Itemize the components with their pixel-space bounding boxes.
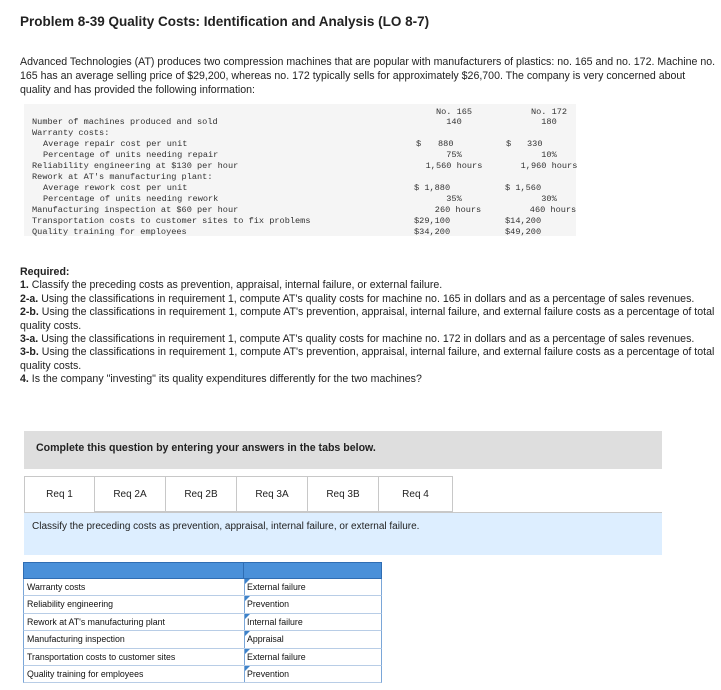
classification-select[interactable] <box>245 649 381 665</box>
data-label: Warranty costs: <box>32 128 110 138</box>
data-label: Reliability engineering at $130 per hour <box>32 161 239 171</box>
tab-req-2a[interactable]: Req 2A <box>95 476 166 512</box>
answer-item: Rework at AT's manufacturing plant <box>24 614 245 630</box>
instruction-text: Classify the preceding costs as prevention, appraisal, internal failure, or external failure. <box>32 521 420 532</box>
instruction-panel <box>24 512 662 555</box>
data-value-172: $14,200 <box>505 216 542 226</box>
dropdown-marker-icon <box>245 596 250 601</box>
data-label: Average rework cost per unit <box>43 183 188 193</box>
required-heading: Required: <box>20 266 70 278</box>
answer-row <box>23 631 382 648</box>
required-item <box>20 333 718 346</box>
data-label: Average repair cost per unit <box>43 139 188 149</box>
answer-row <box>23 649 382 666</box>
data-value-165: 260 hours <box>434 205 482 215</box>
data-label: Rework at AT's manufacturing plant: <box>32 172 213 182</box>
classification-select[interactable] <box>245 596 381 612</box>
answer-item: Warranty costs <box>24 579 245 595</box>
problem-title: Problem 8-39 Quality Costs: Identification and Analysis (LO 8-7) <box>20 14 430 29</box>
data-value-172: $ 1,560 <box>505 183 542 193</box>
tab-req-4[interactable]: Req 4 <box>379 476 453 512</box>
data-label: Percentage of units needing repair <box>43 150 219 160</box>
data-value-172: 1,960 hours <box>520 161 578 171</box>
answer-item: Reliability engineering <box>24 596 245 612</box>
classification-value: Appraisal <box>247 634 284 645</box>
data-value-165: 880 <box>438 139 454 149</box>
data-table <box>24 104 576 236</box>
data-value-172: $49,200 <box>505 227 542 237</box>
dropdown-marker-icon <box>245 614 250 619</box>
required-num: 3-b. <box>20 346 39 359</box>
required-num: 4. <box>20 373 29 386</box>
dropdown-marker-icon <box>245 631 250 636</box>
data-label: Transportation costs to customer sites to fix problems <box>32 216 311 226</box>
classification-select[interactable] <box>245 579 381 595</box>
required-num: 1. <box>20 279 29 292</box>
required-text: Using the classifications in requirement 1, compute AT's prevention, appraisal, internal failure, and external failure costs as a percentage of total quality costs. <box>20 346 715 372</box>
answer-item: Transportation costs to customer sites <box>24 649 245 665</box>
dropdown-marker-icon <box>245 649 250 654</box>
required-num: 2-a. <box>20 292 39 305</box>
data-value-172: 460 hours <box>529 205 577 215</box>
data-label: Manufacturing inspection at $60 per hour <box>32 205 239 215</box>
data-value-172: 10% <box>541 150 557 160</box>
data-dollar-172: $ <box>506 139 512 149</box>
data-value-172: 180 <box>541 117 557 127</box>
data-value-165: $34,200 <box>414 227 451 237</box>
required-text: Classify the preceding costs as prevention, appraisal, internal failure, or external failure. <box>28 279 443 292</box>
header-165: No. 165 <box>435 107 473 117</box>
complete-prompt: Complete this question by entering your answers in the tabs below. <box>36 442 376 454</box>
answer-row <box>23 579 382 596</box>
answer-item: Manufacturing inspection <box>24 631 245 647</box>
required-num: 2-b. <box>20 306 39 319</box>
data-value-165: 1,560 hours <box>425 161 483 171</box>
required-section <box>20 266 718 387</box>
complete-prompt-box <box>24 431 662 469</box>
data-label: Quality training for employees <box>32 227 187 237</box>
data-dollar-165: $ <box>416 139 422 149</box>
classification-value: Internal failure <box>247 616 303 627</box>
answer-header-classification <box>244 562 382 579</box>
answer-table <box>23 562 382 683</box>
data-label: Percentage of units needing rework <box>43 194 219 204</box>
classification-value: Prevention <box>247 668 290 679</box>
classification-select[interactable] <box>245 666 381 682</box>
dropdown-marker-icon <box>245 666 250 671</box>
classification-value: External failure <box>247 651 306 662</box>
data-value-172: 330 <box>527 139 543 149</box>
tab-req-3a[interactable]: Req 3A <box>237 476 308 512</box>
required-text: Using the classifications in requirement 1, compute AT's quality costs for machine no. 172 in dollars and as a percentage of sales revenues. <box>38 333 695 346</box>
classification-select[interactable] <box>245 631 381 647</box>
classification-select[interactable] <box>245 614 381 630</box>
required-item <box>20 373 718 386</box>
answer-row <box>23 596 382 613</box>
answer-table-header <box>23 562 382 579</box>
required-text: Using the classifications in requirement 1, compute AT's prevention, appraisal, internal failure, and external failure costs as a percentage of total quality costs. <box>20 306 715 332</box>
dropdown-marker-icon <box>245 579 250 584</box>
required-text: Using the classifications in requirement 1, compute AT's quality costs for machine no. 165 in dollars and as a percentage of sales revenues. <box>38 292 695 305</box>
classification-value: External failure <box>247 582 306 592</box>
data-value-165: 140 <box>446 117 462 127</box>
required-item <box>20 346 718 373</box>
data-value-165: 75% <box>446 150 462 160</box>
data-value-165: $29,100 <box>414 216 451 226</box>
tab-req-2b[interactable]: Req 2B <box>166 476 237 512</box>
problem-intro: Advanced Technologies (AT) produces two compression machines that are popular with manufacturers of plastics: no. 165 and no. 172. Machine no. 165 has an average selling price of $29,200, whereas no. 172 typically sells for approximately $26,700. The company is very concerned about quality and has provided the following information: <box>20 56 716 96</box>
data-label: Number of machines produced and sold <box>32 117 218 127</box>
required-text: Is the company "investing" its quality expenditures differently for the two machines? <box>28 373 422 386</box>
tab-bar <box>24 476 453 512</box>
required-item <box>20 279 718 292</box>
data-value-165: 35% <box>446 194 462 204</box>
answer-header-item <box>23 562 244 579</box>
required-num: 3-a. <box>20 333 39 346</box>
answer-row <box>23 614 382 631</box>
data-value-172: 30% <box>541 194 557 204</box>
tab-req-1[interactable]: Req 1 <box>24 476 95 512</box>
header-172: No. 172 <box>530 107 568 117</box>
data-value-165: $ 1,880 <box>414 183 451 193</box>
answer-row <box>23 666 382 683</box>
tab-req-3b[interactable]: Req 3B <box>308 476 379 512</box>
classification-value: Prevention <box>247 599 290 610</box>
answer-item: Quality training for employees <box>24 666 245 682</box>
required-item <box>20 293 718 306</box>
required-item <box>20 306 718 333</box>
